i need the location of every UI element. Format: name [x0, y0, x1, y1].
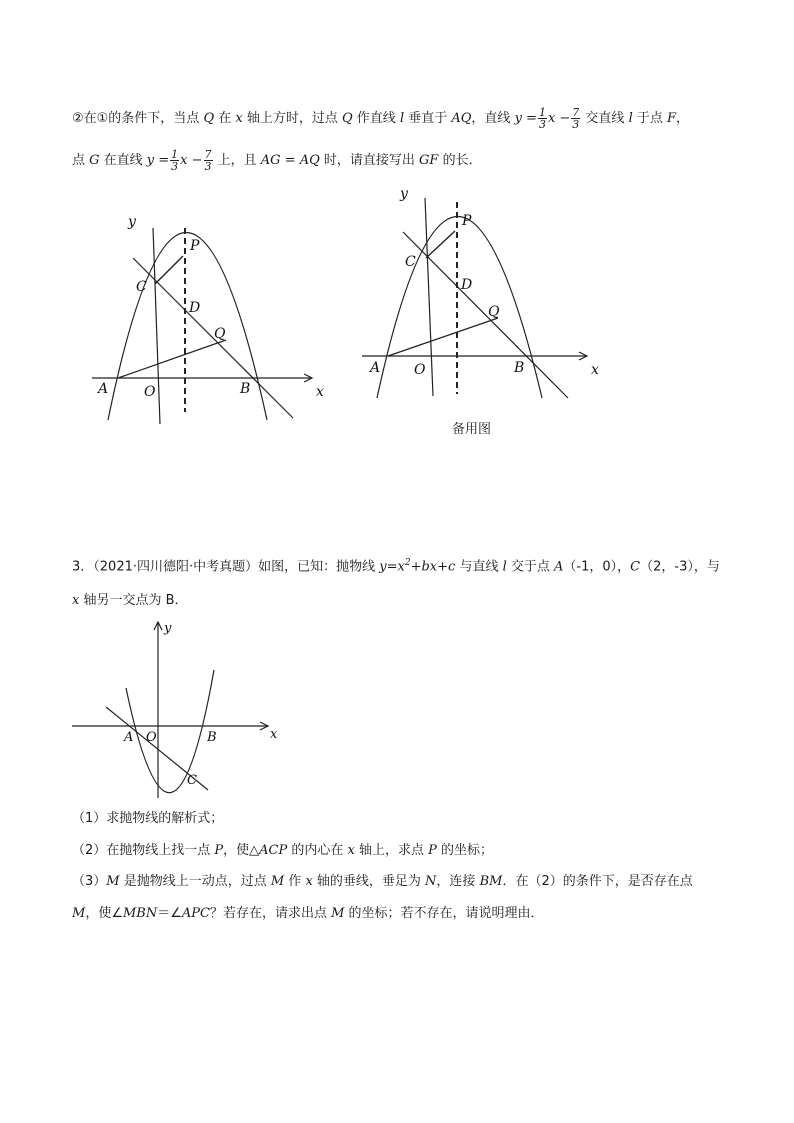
- fig1-label-P: P: [190, 238, 200, 254]
- fig1-label-B: B: [240, 381, 251, 397]
- fraction-one-third: $\frac{1}{3}$: [538, 106, 546, 131]
- fig2-line-CP: [426, 231, 455, 258]
- fig1-label-y: y: [128, 214, 136, 230]
- fig3-label-x: x: [270, 727, 278, 742]
- fig2-label-B: B: [514, 360, 525, 376]
- fraction-seven-thirds: $\frac{7}{3}$: [204, 148, 212, 173]
- fig1-label-D: D: [189, 300, 201, 316]
- fig1-line-CP: [155, 256, 183, 284]
- fig1-axes: [92, 228, 312, 424]
- fig1-label-C: C: [136, 279, 147, 295]
- fig3-axes: [72, 622, 268, 798]
- q3-sub3-line1: （3）M 是抛物线上一动点，过点 M 作 x 轴的垂线，垂足为 N，连接 BM．在（2）的条件下，是否存在点: [72, 874, 693, 889]
- fig2-label-x: x: [591, 362, 599, 378]
- fig2-label-C: C: [405, 254, 416, 270]
- fig1-line-AQ: [118, 340, 226, 378]
- fig2-label-y: y: [400, 186, 408, 202]
- fig1-label-Q: Q: [214, 326, 226, 342]
- q3-sub2: （2）在抛物线上找一点 P，使△ACP 的内心在 x 轴上，求点 P 的坐标；: [72, 843, 494, 858]
- fig3-parabola: [126, 670, 214, 793]
- q3-line1: 3．（2021·四川德阳·中考真题）如图，已知：抛物线 $y=x^2+bx+c$ 与直线 l 交于点 A（-1，0），C（2，-3），与: [72, 558, 720, 575]
- fig2-label-A: A: [370, 360, 381, 376]
- fig2-label-D: D: [461, 277, 473, 293]
- fraction-seven-thirds: $\frac{7}{3}$: [572, 106, 580, 131]
- fig3-label-A: A: [124, 730, 134, 745]
- fig3-label-B: B: [207, 730, 217, 745]
- fig3-label-y: y: [164, 621, 172, 636]
- fig2-line-AQ: [388, 318, 498, 356]
- fig2-label-O: O: [414, 362, 426, 378]
- fig2-axes: [362, 198, 587, 396]
- fig2-label-P: P: [462, 213, 472, 229]
- q3-sub1: （1）求抛物线的解析式；: [72, 811, 224, 826]
- fig3-label-C: C: [187, 773, 197, 788]
- fig1-label-A: A: [98, 381, 109, 397]
- fig1-label-x: x: [316, 384, 324, 400]
- q3-line2: x 轴另一交点为 B．: [72, 593, 188, 608]
- q2-line1: ②在①的条件下，当点 Q 在 x 轴上方时，过点 Q 作直线 l 垂直于 AQ，直线 y = $\frac{1}{3}$ x − $\frac{7}{3}$ 交直线 l 于点 F，: [72, 106, 690, 131]
- fig2-y-axis: [425, 198, 433, 396]
- q3-sub3-line2: M，使∠MBN＝∠APC？若存在，请求出点 M 的坐标；若不存在，请说明理由．: [72, 906, 544, 921]
- fig1-label-O: O: [144, 384, 156, 400]
- fraction-one-third: $\frac{1}{3}$: [171, 148, 179, 173]
- fig2-label-Q: Q: [488, 304, 500, 320]
- fig2-caption: 备用图: [452, 422, 492, 437]
- q2-line2: 点 G 在直线 y = $\frac{1}{3}$ x − $\frac{7}{3}$ 上，且 AG = AQ 时，请直接写出 GF 的长．: [72, 148, 482, 173]
- fig3-label-O: O: [146, 730, 157, 745]
